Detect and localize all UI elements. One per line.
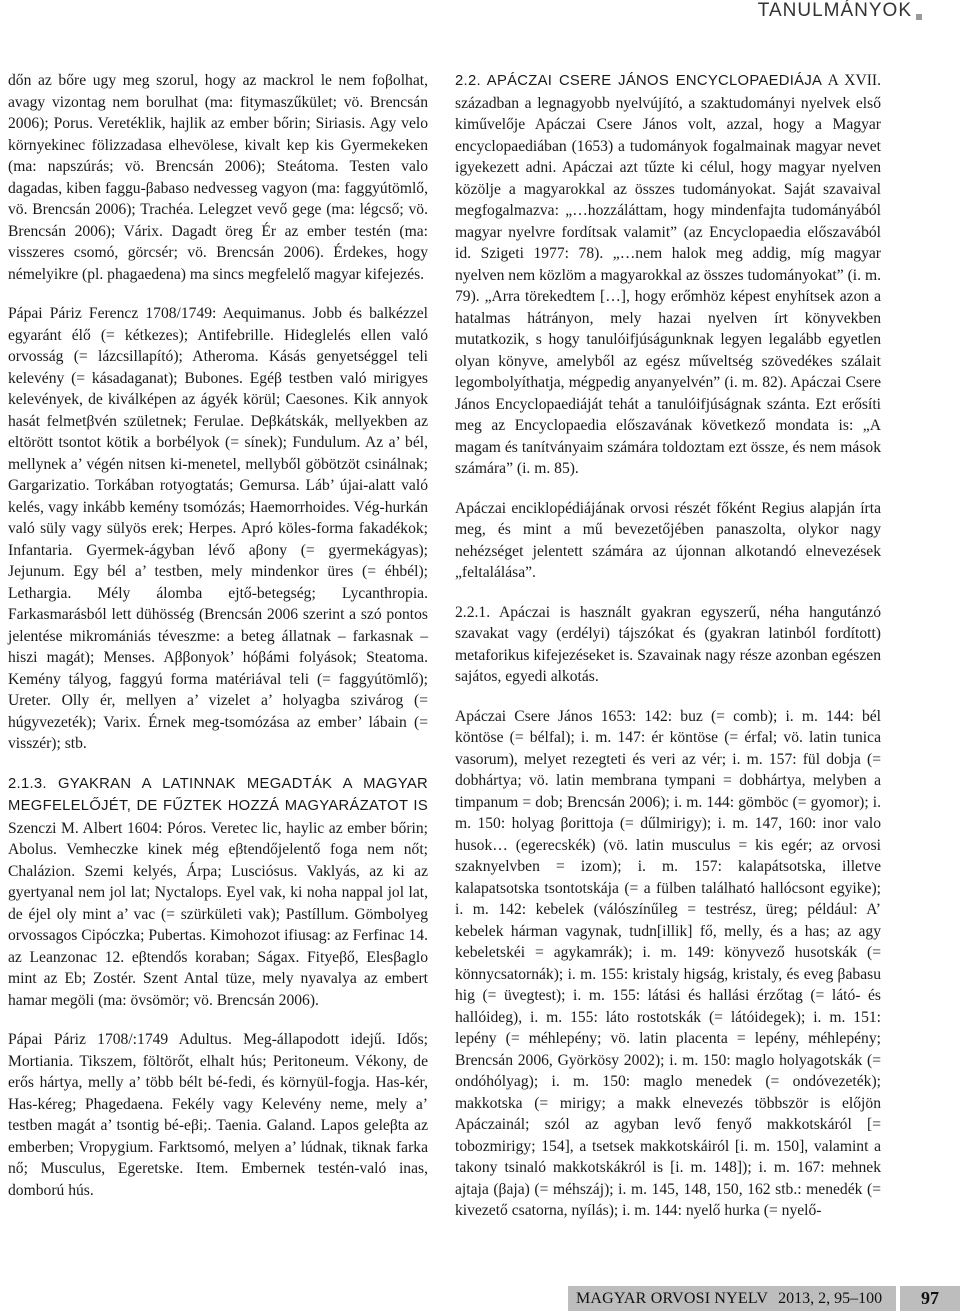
right-paragraph-2: Apáczai enciklopédiájának orvosi részét főként Regius alapján írta meg, és mint a mű bevezetőjében panaszolta, olykor nagy nehézséget jelentett számára az újonnan alkotandó elnevezések „feltalálása”. <box>455 499 881 581</box>
left-paragraph-2: Pápai Páriz Ferencz 1708/1749: Aequimanus. Jobb és balkézzel egyaránt élő (= kétkezes); Antifebrille. Hideglelés ellen való orvosság (= lázcsillapító); Atheroma. Kásás genyetséggel teli kelevény (= kásadaganat); Bubones. Egéβ testben való mirigyes kelevények, de kiválképen az ágyék körül; Caesones. Kik annyok hasát felmetβvén születnek; Ferulae. Deβkátskák, mellyekben az eltörött tsontot kötik a borbélyok (= sínek); Fundulum. Az a’ bél, mellynek a’ végén nitsen ki-menetel, mellyből göbötzöt csinálnak; Gargarizatio. Torkában rotyogtatás; Gemursa. Láb’ újai-alatt való kelés, vagy inkább kemény tsomózás; Haemorrhoides. Vég-hurkán való süly vagy sülyös erek; Herpes. Apró köles-forma fakadékok; Infantaria. Gyermek-ágyban lévő aβony (= gyermekágyas); Jejunum. Egy bél a’ testben, mely mindenkor üres (= éhbél); Lethargia. Mély álomba ejtő-betegség; Lycanthropia. Farkasmarásból lett dühösség (Brencsán 2006 szerint a szó pontos jelentése mikromániás téveszme: a beteg állatnak – farkasnak – hiszi magát); Menses. Aββonyok’ hóβámi folyások; Steatoma. Kemény tályog, faggyú forma matériával teli (= faggyútömlő); Ureter. Olly ér, mellyen a’ vizelet a’ holyagba szivárog (= húgyvezeték); Varix. Érnek meg-tsomózása az ember’ lábain (= visszér); stb. <box>8 305 428 752</box>
journal-name: MAGYAR ORVOSI NYELV <box>576 1289 769 1307</box>
left-paragraph-4: Pápai Páriz 1708/:1749 Adultus. Meg-állapodott idejű. Idős; Mortiania. Tikszem, föltörőt, elhalt hús; Peritoneum. Vékony, de erős hártya, melly a’ több bélt bé-fedi, és környül-fogja. Has-kér, Has-kéreg; Phagedaena. Fekély vagy Kelevény neme, mely a’ testben magát a’ tsontig bé-eβi;. Taenia. Galand. Lapos geleβta az emberben; Vropygium. Farktsomó, melyen a’ lúdnak, tiknak farka nő; Musculus, Egeretske. Item. Embernek testén-való inas, domború hús. <box>8 1031 428 1199</box>
left-column <box>8 70 428 1219</box>
right-paragraph-3: 2.2.1. Apáczai is használt gyakran egyszerű, néha hangutánzó szavakat vagy (erdélyi) tájszókat és (gyakran latinból fordított) metaforikus kifejezéseket is. Szavainak nagy része azonban egészen sajátos, egyedi alkotás. <box>455 603 881 685</box>
page-number: 97 <box>921 1288 939 1308</box>
right-column <box>455 70 881 1240</box>
section-heading-2-1-3: 2.1.3. GYAKRAN A LATINNAK MEGADTÁK A MAGYAR MEGFELELŐJÉT, DE FŰZTEK HOZZÁ MAGYARÁZATOT IS <box>8 775 428 814</box>
right-paragraph-4: Apáczai Csere János 1653: 142: buz (= comb); i. m. 144: bél köntöse (= bélfal); i. m. 147: ér köntöse (= érfal; vö. latin tunica vasorum), melyet rezegteti és veri az vér; i. m. 157: fül dobja (= dobhártya; vö. latin membrana tympani = dobhártya, melyben a timpanum = dob; Brencsán 2006); i. m. 144: gömböc (= gyomor); i. m. 150: holyag βorittoja (= dűlmirigy); i. m. 147, 160: inor valo husok… (egerecskék) (vö. latin musculus = kis egér; az orvosi szaknyelvben = izom); i. m. 157: kalapátsotska, illetve kalapatsotska tsontotskája (= a fülben található hallócsont egyike); i. m. 142: kebelek (válószínűleg = testrész, üreg; például: A’ kebelek hárman vagynak, tudn[illik] fő, melly, és a has; az agy kebeletskéi = agykamrák); i. m. 149: könyvező husotskák (= könnycsatornák); i. m. 155: kristaly higság, kristaly, és eveg βabasu hig (= üvegtest); i. m. 155: látási és hallási érzőtag (= látó- és hallóideg), i. m. 155: láto rostotskák (= látóidegek); i. m. 151: lepény (= méhlepény; vö. latin placenta = lepény, méhlepény; Brencsán 2006, Györkösy 2002); i. m. 150: maglo holyagotskák (= ondóhólyag); i. m. 150: maglo menedek (= ondóvezeték); makkotska (= mirigy; a makk elnevezés többször is előjön Apáczainál; szól az agyban levő fenyő makkotskáról [= tobozmirigy; 154], a tsetsek makkotskáiról [i. m. 150], valamint a takony tsinaló makkotskákról is [i. m. 148]); i. m. 167: mehnek ajtaja (βaja) (= méhszáj); i. m. 145, 148, 150, 162 stb.: menedék (= kivezető csatorna, nyílás); i. m. 144: nyelő hurka (= nyelő- <box>455 707 881 1219</box>
header-square-icon <box>916 14 922 20</box>
section-heading-2-2: 2.2. APÁCZAI CSERE JÁNOS ENCYCLOPAEDIÁJA <box>455 73 823 89</box>
left-paragraph-3-text: Szenczi M. Albert 1604: Póros. Veretec lic, haylic az ember bőrin; Abolus. Vemheczke kinek még eβtendőjelentő foga nem nőt; Chalázion. Szemi kelyés, Árpa; Lusciósus. Vaklyás, az ki az gyertyanal nem jol lat; Nyctalops. Eyel vak, ki noha nappal jol lat, de éjel oly mint a’ vac (= szürkületi vak); Pastíllum. Gömbolyeg orvossagos Cipóczka; Pubertas. Kimohozot ifiusag: az Ferfinac 14. az Leanzonac 12. eβtendős koraban; Ságax. Fityeβő, Elesβaglo mint az Eb; Zostér. Szent Antal tüze, mely nyavalya az embert hamar megöli (ma: övsömör; vö. Brencsán 2006). <box>8 819 428 1009</box>
right-paragraph-1-text: A XVII. században a legnagyobb nyelvújító, a szaktudományi nyelvek első kiművelője Apáczai Csere János volt, azzal, hogy a Magyar encyclopaediában (1653) a tudományok fogalmainak magyar nevet igyekezett adni. Apáczai azt tűzte ki célul, hogy magyar nyelven közölje a magyarokkal az összes tudományokat. Saját szavaival megfogalmazva: „…hozzáláttam, hogy mindenfajta tudományából magyar nyelvre fordítsak valamit” (az Encyclopaedia előszavából id. Szigeti 1977: 78). „…nem halok meg addig, míg magyar nyelven nem közlöm a magyarokkal az összes tudományokat” (i. m. 79). „Arra törekedtem […], hogy erőmhöz képest enyhítsek azon a hatalmas hátrányon, mely hazai nyelven írt könyvekben mutatkozik, s hogy tanulóifjúságunknak legyen legalább egyetlen olyan könyve, amelyből az egész műveltség szövedékes szálait legombolyíthatja, mégpedig anyanyelvén” (i. m. 82). Apáczai Csere János Encyclopaediáját tehát a tanulóifjúságnak szánta. Ezt erősíti meg az Encyclopaedia előszavának következő mondata is: „A magam és tanítványaim számára toldoztam ezt össze, és nem mások számára” (i. m. 85). <box>455 72 881 477</box>
page-footer <box>568 1286 960 1311</box>
journal-issue: 2013, 2, 95–100 <box>778 1289 883 1307</box>
right-paragraph-1 <box>455 70 881 480</box>
left-paragraph-3 <box>8 773 428 1012</box>
section-label: TANULMÁNYOK <box>757 0 912 21</box>
left-paragraph-1: dőn az bőre ugy meg szorul, hogy az mackrol le nem foβolhat, avagy vizontag nem borulhat (ma: fitymaszűkület; vö. Brencsán 2006); Porus. Veretéklik, hajlik az ember bőrin; Siriasis. Agy velo környekinec fölizzadasa elhevölese, kivalt kep kis Gyermekeken (ma: napszúrás; vö. Brencsán 2006); Steátoma. Testen valo dagadas, kiben faggu-βabaso nedvesseg vagyon (ma: faggyútömlő, vö. Brencsán 2006); Trachéa. Lelegzet vevő gege (ma: légcső; vö. Brencsán 2006); Várix. Dagadt öreg Ér az ember testén (ma: visszeres csomó, görcsér; vö. Brencsán 2006). Érdekes, hogy némelyikre (pl. phagaedena) ma sincs megfelelő magyar kifejezés. <box>8 72 428 283</box>
section-header <box>758 0 922 22</box>
